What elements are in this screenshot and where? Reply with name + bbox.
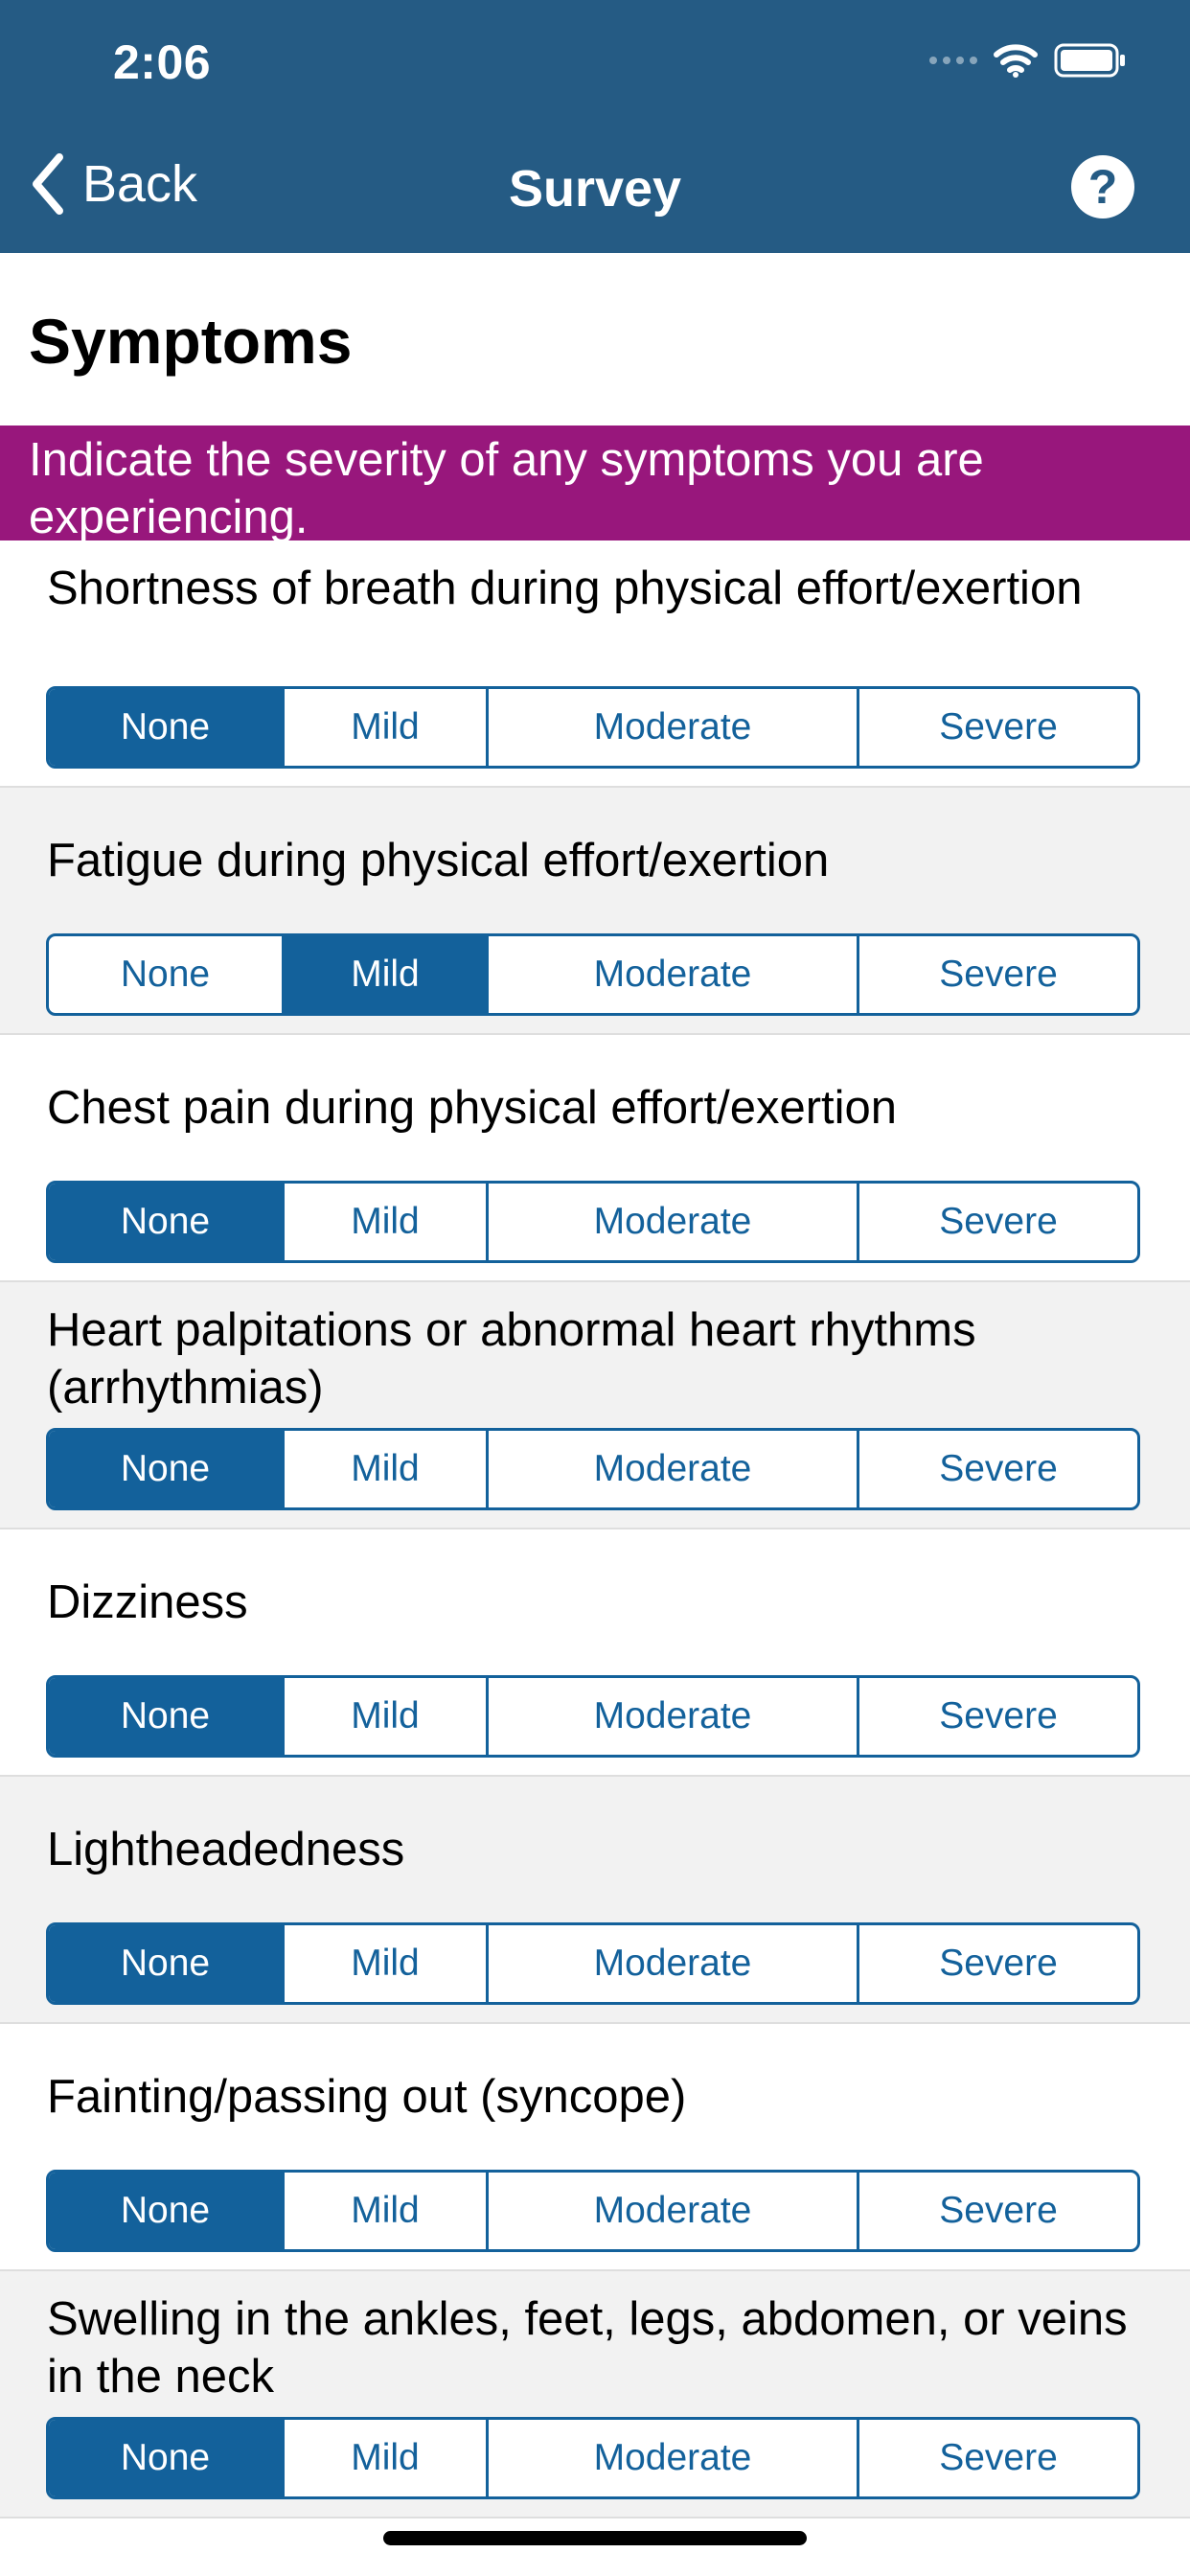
option-none[interactable]: None [49, 689, 285, 766]
question-label: Swelling in the ankles, feet, legs, abdomen, or veins in the neck [47, 2293, 1128, 2403]
question-row [0, 540, 1190, 788]
question-row [0, 1282, 1190, 1530]
severity-selector [46, 1922, 1140, 2005]
severity-selector [46, 933, 1140, 1016]
question-row [0, 2024, 1190, 2271]
question-row [0, 1035, 1190, 1282]
question-label: Shortness of breath during physical effort/exertion [47, 563, 1083, 614]
option-moderate[interactable]: Moderate [489, 689, 859, 766]
option-none[interactable]: None [49, 936, 285, 1013]
option-moderate[interactable]: Moderate [489, 1184, 859, 1260]
option-severe[interactable]: Severe [939, 2190, 1058, 2231]
cellular-signal-icon [929, 57, 977, 64]
question-label: Fainting/passing out (syncope) [47, 2071, 687, 2123]
question-label: Dizziness [47, 1576, 248, 1628]
severity-selector [46, 1181, 1140, 1263]
question-row [0, 1777, 1190, 2024]
question-label: Fatigue during physical effort/exertion [47, 835, 830, 886]
option-severe[interactable]: Severe [939, 706, 1058, 748]
option-moderate[interactable]: Moderate [489, 1431, 859, 1507]
option-moderate[interactable]: Moderate [489, 2420, 859, 2496]
section-title: Symptoms [29, 306, 353, 377]
option-mild[interactable]: Mild [285, 2420, 489, 2496]
option-moderate[interactable]: Moderate [489, 936, 859, 1013]
option-none[interactable]: None [49, 2173, 285, 2249]
option-moderate[interactable]: Moderate [489, 1925, 859, 2002]
question-row [0, 1530, 1190, 1777]
option-mild[interactable]: Mild [285, 1678, 489, 1755]
instruction-banner: Indicate the severity of any symptoms you are experiencing. [0, 426, 1190, 540]
option-severe[interactable]: Severe [939, 1201, 1058, 1242]
page-title: Survey [508, 160, 682, 218]
help-button[interactable]: ? [1071, 155, 1134, 218]
option-none[interactable]: None [49, 1431, 285, 1507]
severity-selector [46, 686, 1140, 769]
severity-selector [46, 1428, 1140, 1510]
option-none[interactable]: None [49, 1678, 285, 1755]
home-indicator [383, 2531, 807, 2545]
option-mild[interactable]: Mild [285, 1184, 489, 1260]
status-time: 2:06 [113, 35, 212, 89]
option-mild[interactable]: Mild [285, 1925, 489, 2002]
question-label: Chest pain during physical effort/exertion [47, 1082, 898, 1134]
option-mild[interactable]: Mild [285, 1431, 489, 1507]
option-mild[interactable]: Mild [285, 2173, 489, 2249]
option-none[interactable]: None [49, 1925, 285, 2002]
option-severe[interactable]: Severe [939, 2437, 1058, 2478]
option-mild[interactable]: Mild [285, 689, 489, 766]
option-severe[interactable]: Severe [939, 1695, 1058, 1736]
back-label: Back [82, 155, 198, 213]
severity-selector [46, 1675, 1140, 1758]
question-row [0, 788, 1190, 1035]
battery-icon [1054, 42, 1127, 79]
option-none[interactable]: None [49, 1184, 285, 1260]
question-label: Lightheadedness [47, 1824, 405, 1875]
option-severe[interactable]: Severe [939, 954, 1058, 995]
navigation-bar [0, 0, 1190, 253]
question-row [0, 2271, 1190, 2518]
option-mild[interactable]: Mild [285, 936, 489, 1013]
option-severe[interactable]: Severe [939, 1943, 1058, 1984]
question-label: Heart palpitations or abnormal heart rhythms (arrhythmias) [47, 1304, 976, 1414]
wifi-icon [993, 43, 1039, 78]
option-none[interactable]: None [49, 2420, 285, 2496]
severity-selector [46, 2170, 1140, 2252]
severity-selector [46, 2417, 1140, 2499]
option-severe[interactable]: Severe [939, 1448, 1058, 1489]
option-moderate[interactable]: Moderate [489, 2173, 859, 2249]
status-icons [929, 42, 1127, 79]
question-list [0, 540, 1190, 2518]
option-moderate[interactable]: Moderate [489, 1678, 859, 1755]
